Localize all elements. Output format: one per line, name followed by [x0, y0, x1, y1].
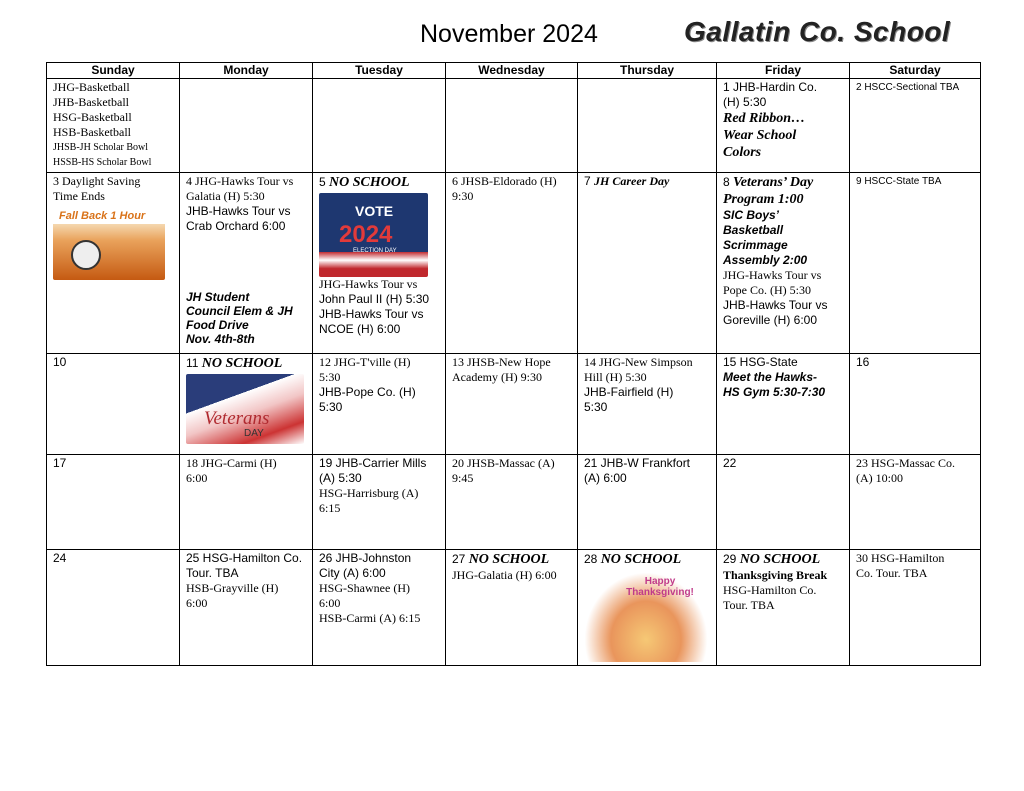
week-row [47, 455, 981, 550]
event-text: JHB-Fairfield (H) [584, 385, 674, 399]
day-cell-5 [313, 173, 446, 354]
weekday-friday: Friday [717, 63, 850, 79]
thanksgiving-image [584, 572, 708, 662]
calendar-grid [46, 62, 981, 666]
day-number: 10 [53, 355, 67, 369]
event-text: 14 JHG-New Simpson [584, 355, 693, 369]
event-text: Co. Tour. TBA [856, 566, 928, 580]
empty-cell [313, 79, 446, 173]
veterans-day-label: Veterans’ Day [733, 175, 814, 190]
empty-cell [578, 79, 717, 173]
event-text: Pope Co. (H) 5:30 [723, 283, 811, 297]
vote-subtitle: ELECTION DAY [353, 248, 397, 254]
legend-item: JHSB-JH Scholar Bowl [53, 142, 149, 153]
day-cell-23 [850, 455, 981, 550]
day-cell-17 [47, 455, 180, 550]
day-cell-11 [180, 354, 313, 455]
weekday-thursday: Thursday [578, 63, 717, 79]
event-text: (A) 6:00 [584, 471, 627, 485]
event-text: HS Gym 5:30-7:30 [723, 385, 826, 399]
month-title: November 2024 [420, 20, 598, 48]
event-text: JHG-Hawks Tour vs [319, 277, 418, 291]
day-number: 5 [319, 175, 330, 189]
day-cell-8 [717, 173, 850, 354]
weekday-header [47, 63, 981, 79]
vote-year: 2024 [339, 221, 393, 248]
week-row [47, 173, 981, 354]
event-text: 21 JHB-W Frankfort [584, 456, 691, 470]
event-text: 9:45 [452, 471, 474, 485]
weekday-wednesday: Wednesday [446, 63, 578, 79]
event-text: HSB-Grayville (H) [186, 581, 279, 595]
day-cell-30 [850, 550, 981, 666]
event-text: 26 JHB-Johnston [319, 551, 412, 565]
day-number: 11 [186, 356, 202, 370]
event-text: 6:15 [319, 501, 341, 515]
day-cell-20 [446, 455, 578, 550]
event-text: 18 JHG-Carmi (H) [186, 456, 277, 470]
event-text: JHB-Hawks Tour vs [186, 204, 291, 218]
weekday-monday: Monday [180, 63, 313, 79]
event-text: 1 JHB-Hardin Co. [723, 80, 818, 94]
event-text: HSG-Hamilton Co. [723, 583, 817, 597]
event-text: 6:00 [319, 596, 341, 610]
event-text: (A) 10:00 [856, 471, 903, 485]
day-number: 29 [723, 552, 740, 566]
spacer [186, 234, 306, 290]
legend-item: HSB-Basketball [53, 125, 131, 139]
weekday-saturday: Saturday [850, 63, 981, 79]
day-number: 7 [584, 174, 595, 188]
day-cell-27 [446, 550, 578, 666]
vote-2024-image [319, 193, 428, 277]
event-text: 19 JHB-Carrier Mills [319, 456, 427, 470]
event-text: 6:00 [186, 471, 208, 485]
no-school-label: NO SCHOOL [468, 552, 550, 567]
event-text: Galatia (H) 5:30 [186, 189, 265, 203]
clock-icon [71, 240, 101, 270]
day-cell-13 [446, 354, 578, 455]
event-text: Assembly 2:00 [723, 253, 808, 267]
day-number: 8 [723, 175, 734, 189]
event-text: 9 HSCC-State TBA [856, 176, 942, 187]
day-cell-6 [446, 173, 578, 354]
event-text: Thanksgiving Break [723, 568, 828, 582]
event-text: 23 HSG-Massac Co. [856, 456, 955, 470]
event-text: NCOE (H) 6:00 [319, 322, 401, 336]
day-cell-7 [578, 173, 717, 354]
event-text: HSG-Shawnee (H) [319, 581, 410, 595]
event-text: (H) 5:30 [723, 95, 767, 109]
veterans-image-title: Veterans [204, 408, 270, 429]
fall-back-caption: Fall Back 1 Hour [59, 210, 146, 222]
event-text: Tour. TBA [723, 598, 775, 612]
event-text: Hill (H) 5:30 [584, 370, 647, 384]
event-text: JH Student [186, 290, 250, 304]
event-text: Wear School [723, 128, 797, 143]
week-row [47, 550, 981, 666]
event-text: (A) 5:30 [319, 471, 362, 485]
event-text: Council Elem & JH [186, 304, 293, 318]
empty-cell [446, 79, 578, 173]
event-text: Red Ribbon… [723, 111, 806, 126]
legend-item: JHG-Basketball [53, 80, 130, 94]
event-text: Scrimmage [723, 238, 788, 252]
school-title: Gallatin Co. School [684, 16, 951, 47]
day-cell-22 [717, 455, 850, 550]
vote-text: VOTE [355, 203, 394, 219]
weekday-tuesday: Tuesday [313, 63, 446, 79]
event-text: SIC Boys’ [723, 208, 780, 222]
event-text: Academy (H) 9:30 [452, 370, 542, 384]
event-text: 25 HSG-Hamilton Co. [186, 551, 303, 565]
event-text: Nov. 4th-8th [186, 332, 255, 346]
day-cell-28 [578, 550, 717, 666]
no-school-label: NO SCHOOL [739, 552, 821, 567]
week-row [47, 354, 981, 455]
day-cell-16 [850, 354, 981, 455]
event-text: 5:30 [319, 400, 343, 414]
event-text: Colors [723, 145, 762, 160]
day-number: 24 [53, 551, 67, 565]
event-text: JHG-Hawks Tour vs [723, 268, 822, 282]
legend-item: HSSB-HS Scholar Bowl [53, 157, 152, 168]
event-text: 4 JHG-Hawks Tour vs [186, 174, 294, 188]
event-text: 20 JHSB-Massac (A) [452, 456, 555, 470]
event-text: Time Ends [53, 189, 105, 203]
day-cell-3 [47, 173, 180, 354]
career-day-label: JH Career Day [594, 174, 670, 188]
day-cell-25 [180, 550, 313, 666]
event-text: Goreville (H) 6:00 [723, 313, 818, 327]
empty-cell [180, 79, 313, 173]
day-number: 17 [53, 456, 67, 470]
no-school-label: NO SCHOOL [329, 175, 410, 190]
event-text: JHB-Pope Co. (H) [319, 385, 416, 399]
veterans-day-image [186, 374, 304, 444]
day-cell-18 [180, 455, 313, 550]
event-text: HSB-Carmi (A) 6:15 [319, 611, 421, 625]
day-cell-21 [578, 455, 717, 550]
week-row [47, 79, 981, 173]
legend-item: JHB-Basketball [53, 95, 129, 109]
day-number: 22 [723, 456, 737, 470]
sports-legend-cell [47, 79, 180, 173]
event-text: Meet the Hawks- [723, 370, 818, 384]
day-cell-26 [313, 550, 446, 666]
event-text: JHG-Galatia (H) 6:00 [452, 568, 557, 582]
event-text: Tour. TBA [186, 566, 239, 580]
day-number: 27 [452, 552, 469, 566]
no-school-label: NO SCHOOL [201, 356, 283, 371]
fall-back-image [53, 208, 165, 280]
event-text: 2 HSCC-Sectional TBA [856, 82, 960, 93]
day-cell-19 [313, 455, 446, 550]
event-text: 15 HSG-State [723, 355, 798, 369]
day-cell-1 [717, 79, 850, 173]
thanksgiving-caption: Happy Thanksgiving! [626, 576, 694, 598]
event-text: Basketball [723, 223, 784, 237]
weekday-sunday: Sunday [47, 63, 180, 79]
event-text: Food Drive [186, 318, 249, 332]
day-cell-10 [47, 354, 180, 455]
event-text: JHB-Hawks Tour vs [319, 307, 424, 321]
event-text: 9:30 [452, 189, 474, 203]
day-cell-15 [717, 354, 850, 455]
event-text: 12 JHG-T'ville (H) [319, 355, 411, 369]
day-cell-29 [717, 550, 850, 666]
no-school-label: NO SCHOOL [600, 552, 682, 567]
event-text: City (A) 6:00 [319, 566, 386, 580]
event-text: 13 JHSB-New Hope [452, 355, 551, 369]
day-cell-9 [850, 173, 981, 354]
event-text: 6 JHSB-Eldorado (H) [452, 174, 557, 188]
day-cell-2 [850, 79, 981, 173]
day-number: 16 [856, 355, 870, 369]
event-text: 5:30 [584, 400, 608, 414]
day-cell-4 [180, 173, 313, 354]
event-text: John Paul II (H) 5:30 [319, 292, 430, 306]
veterans-image-subtitle: DAY [244, 428, 264, 439]
legend-item: HSG-Basketball [53, 110, 132, 124]
event-text: 3 Daylight Saving [53, 174, 141, 188]
event-text: 30 HSG-Hamilton [856, 551, 945, 565]
day-cell-14 [578, 354, 717, 455]
day-number: 28 [584, 552, 601, 566]
event-text: JHB-Hawks Tour vs [723, 298, 828, 312]
event-text: HSG-Harrisburg (A) [319, 486, 419, 500]
event-text: Crab Orchard 6:00 [186, 219, 286, 233]
day-cell-24 [47, 550, 180, 666]
event-text: 5:30 [319, 370, 341, 384]
day-cell-12 [313, 354, 446, 455]
event-text: Program 1:00 [723, 192, 804, 207]
event-text: 6:00 [186, 596, 208, 610]
